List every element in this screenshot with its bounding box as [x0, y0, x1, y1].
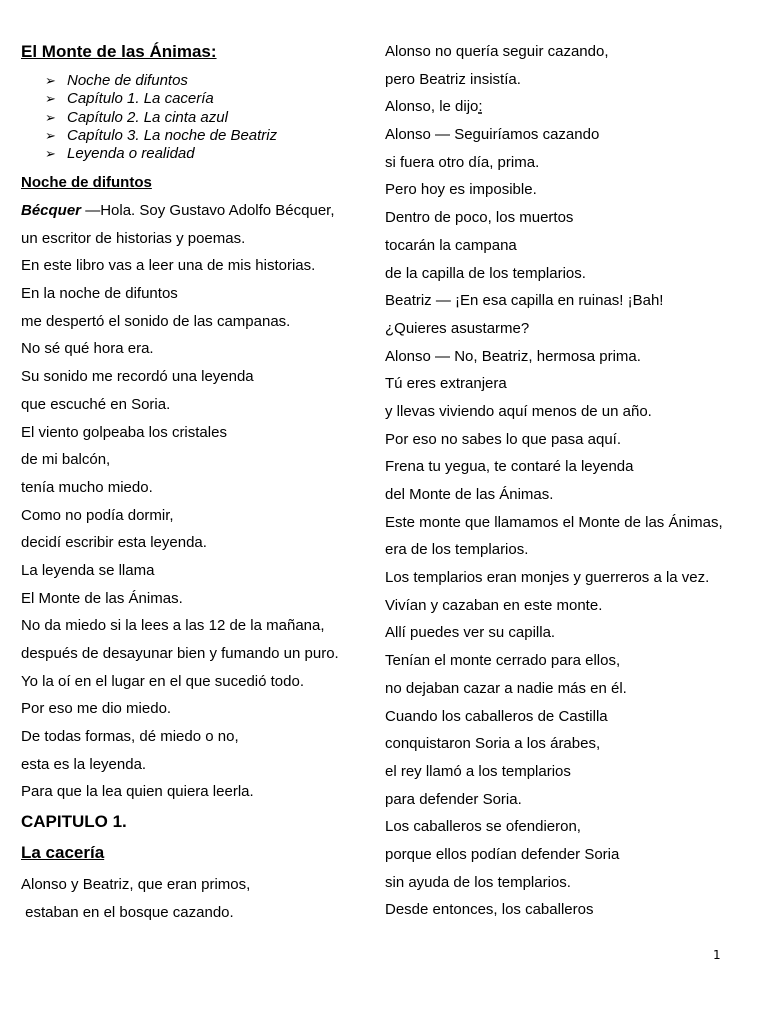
text-line: Tú eres extranjera	[385, 375, 507, 393]
text-line: La leyenda se llama	[21, 561, 155, 579]
toc-item	[45, 145, 277, 163]
text-line: Su sonido me recordó una leyenda	[21, 368, 254, 386]
chapter-title: La cacería	[21, 843, 105, 862]
text-line: sin ayuda de los templarios.	[385, 873, 571, 891]
chapter-text	[21, 871, 250, 926]
text-line: El Monte de las Ánimas.	[21, 589, 183, 607]
section-heading: Noche de difuntos	[21, 174, 152, 191]
toc-item	[45, 90, 277, 108]
text-line: estaban en el bosque cazando.	[21, 903, 234, 921]
toc-item	[45, 72, 277, 90]
text-line: me despertó el sonido de las campanas.	[21, 312, 291, 330]
text-line: que escuché en Soria.	[21, 395, 171, 413]
text-line: Alonso — No, Beatriz, hermosa prima.	[385, 347, 641, 365]
text-line: No sé qué hora era.	[21, 340, 154, 358]
speaker-name: Bécquer	[21, 202, 82, 219]
page-number: 1	[713, 948, 721, 962]
text-line: de la capilla de los templarios.	[385, 264, 586, 282]
toc-item-label: Capítulo 3. La noche de Beatriz	[67, 126, 278, 144]
text-line: conquistaron Soria a los árabes,	[385, 735, 601, 753]
text-line: un escritor de historias y poemas.	[21, 229, 246, 247]
text-line: Pero hoy es imposible.	[385, 181, 537, 199]
toc-item-label: Noche de difuntos	[67, 72, 188, 89]
text-line: si fuera otro día, prima.	[385, 153, 540, 171]
text-line: El viento golpeaba los cristales	[21, 423, 227, 441]
table-of-contents	[45, 72, 277, 163]
text-line: En este libro vas a leer una de mis historias.	[21, 257, 316, 275]
line-text: —Hola. Soy Gustavo Adolfo Bécquer,	[81, 202, 335, 219]
arrow-bullet-icon: ➢	[45, 73, 56, 88]
text-line: de mi balcón,	[21, 451, 111, 469]
text-line: Para que la lea quien quiera leerla.	[21, 783, 254, 801]
text-line: no dejaban cazar a nadie más en él.	[385, 679, 627, 697]
text-line: En la noche de difuntos	[21, 285, 178, 303]
text-line: Alonso — Seguiríamos cazando	[385, 126, 600, 144]
text-line: Alonso no quería seguir cazando,	[385, 43, 609, 60]
text-line: Los templarios eran monjes y guerreros a la vez.	[385, 569, 710, 587]
text-line	[21, 197, 339, 225]
story-text	[385, 38, 723, 924]
text-line: tenía mucho miedo.	[21, 478, 153, 496]
text-line: Tenían el monte cerrado para ellos,	[385, 652, 621, 670]
text-line: Los caballeros se ofendieron,	[385, 818, 581, 836]
text-line	[385, 93, 723, 121]
text-line: tocarán la campana	[385, 236, 517, 254]
arrow-bullet-icon: ➢	[45, 127, 56, 143]
document-title: El Monte de las Ánimas:	[21, 42, 217, 61]
toc-item-label: Capítulo 1. La cacería	[67, 90, 214, 108]
intro-text	[21, 197, 339, 806]
text-line: Alonso y Beatriz, que eran primos,	[21, 876, 251, 893]
text-line: el rey llamó a los templarios	[385, 762, 571, 780]
text-line: Como no podía dormir,	[21, 506, 174, 524]
toc-item	[45, 127, 277, 145]
line-text: Alonso, le dijo	[385, 98, 479, 116]
text-line: No da miedo si la lees a las 12 de la mañana,	[21, 617, 325, 635]
text-line: decidí escribir esta leyenda.	[21, 534, 207, 552]
colon-mark: :	[478, 98, 483, 116]
arrow-bullet-icon: ➢	[45, 91, 56, 107]
text-line: Yo la oí en el lugar en el que sucedió todo.	[21, 672, 304, 690]
text-line: del Monte de las Ánimas.	[385, 486, 554, 503]
text-line: Beatriz — ¡En esa capilla en ruinas! ¡Bah!	[385, 292, 664, 310]
arrow-bullet-icon: ➢	[45, 146, 56, 162]
text-line: esta es la leyenda.	[21, 755, 147, 773]
toc-item-label: Leyenda o realidad	[67, 145, 195, 163]
text-line: ¿Quieres asustarme?	[385, 319, 530, 337]
arrow-bullet-icon: ➢	[45, 109, 56, 125]
toc-item	[45, 109, 277, 127]
chapter-number: CAPITULO 1.	[21, 812, 127, 831]
text-line: Por eso me dio miedo.	[21, 700, 172, 718]
text-line: Este monte que llamamos el Monte de las Ánimas,	[385, 513, 723, 531]
text-line: Dentro de poco, los muertos	[385, 209, 574, 227]
text-line: De todas formas, dé miedo o no,	[21, 728, 239, 746]
text-line: pero Beatriz insistía.	[385, 70, 521, 88]
text-line: para defender Soria.	[385, 790, 522, 808]
text-line: porque ellos podían defender Soria	[385, 845, 620, 863]
text-line: Desde entonces, los caballeros	[385, 901, 594, 919]
toc-item-label: Capítulo 2. La cinta azul	[67, 108, 228, 126]
text-line: Por eso no sabes lo que pasa aquí.	[385, 430, 622, 448]
text-line: Allí puedes ver su capilla.	[385, 624, 556, 642]
text-line: Vivían y cazaban en este monte.	[385, 596, 603, 614]
text-line: Frena tu yegua, te contaré la leyenda	[385, 458, 634, 476]
text-line: era de los templarios.	[385, 541, 529, 559]
text-line: Cuando los caballeros de Castilla	[385, 707, 608, 725]
text-line: después de desayunar bien y fumando un puro.	[21, 645, 339, 662]
text-line: y llevas viviendo aquí menos de un año.	[385, 402, 652, 420]
